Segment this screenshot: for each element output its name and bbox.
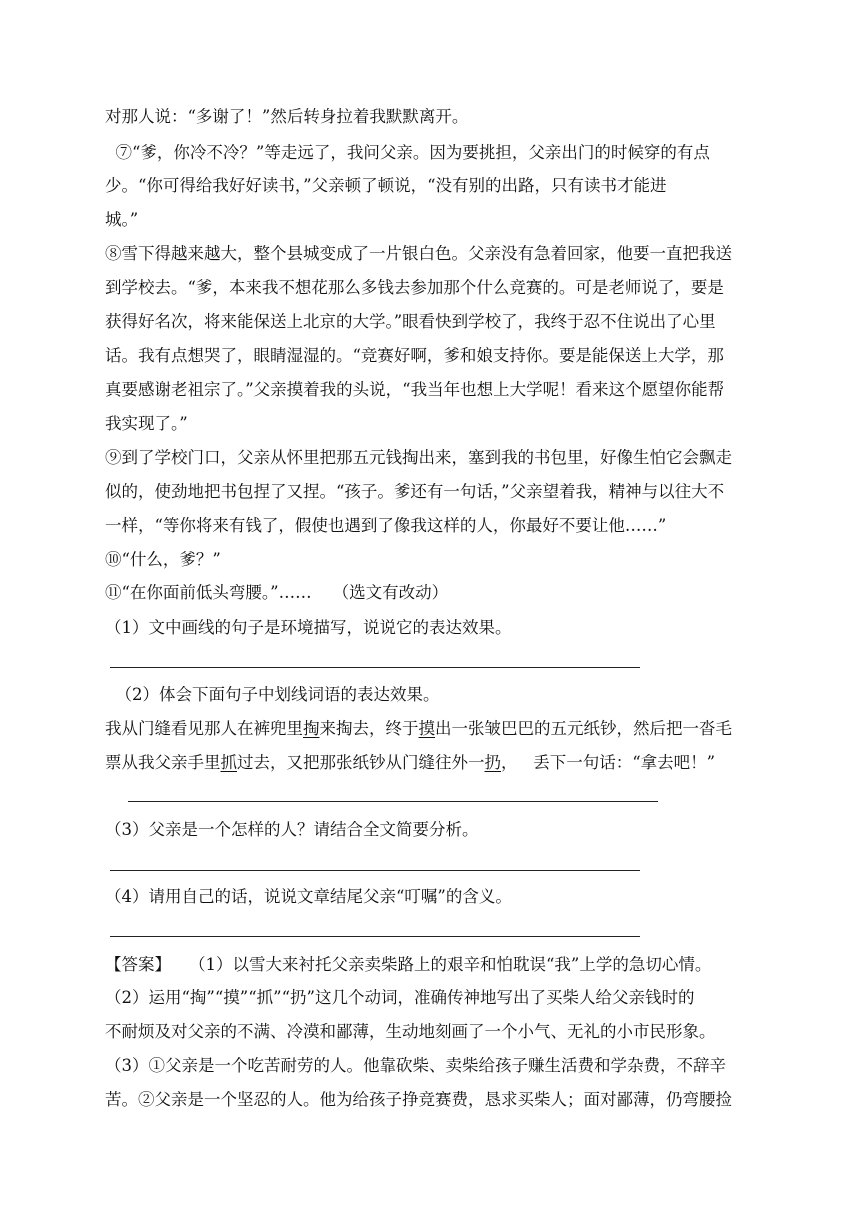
paragraph-9-line-2: 似的，使劲地把书包捏了又捏。“孩子。爹还有一句话，”父亲望着我，精神与以往大不 <box>105 482 725 501</box>
sentence-text: 来掏去，终于 <box>319 719 419 738</box>
paragraph-8-line-4: 话。我有点想哭了，眼睛湿湿的。“竞赛好啊，爹和娘支持你。要是能保送上大学，那 <box>105 346 724 365</box>
question-1: （1）文中画线的句子是环境描写，说说它的表达效果。 <box>105 618 512 637</box>
paragraph-7-line-2: 少。“你可得给我好好读书，”父亲顿了顿说，“没有别的出路，只有读书才能进 <box>105 176 667 195</box>
paragraph-8-line-6: 我实现了。” <box>105 414 188 433</box>
answer-1: （1）以雪大来衬托父亲卖柴路上的艰辛和怕耽误“我”上学的急切心情。 <box>189 955 712 974</box>
underlined-word: 抓 <box>220 753 237 772</box>
answer-blank-3[interactable] <box>110 870 640 871</box>
paragraph-8-line-5: 真要感谢老祖宗了。”父亲摸着我的头说，“我当年也想上大学呢！看来这个愿望你能帮 <box>105 380 725 399</box>
sentence-text: 出一张皱巴巴的五元纸钞，然后把一沓毛 <box>435 719 732 738</box>
question-4: （4）请用自己的话，说说文章结尾父亲“叮嘱”的含义。 <box>105 887 512 906</box>
answer-blank-4[interactable] <box>110 936 640 937</box>
sentence-text: 我从门缝看见那人在裤兜里 <box>105 719 303 738</box>
paragraph-8-line-2: 到学校去。“爹，本来我不想花那么多钱去参加那个什么竞赛的。可是老师说了，要是 <box>105 278 724 297</box>
underlined-word: 扔 <box>484 753 501 772</box>
text-line: 对那人说：“多谢了！”然后转身拉着我默默离开。 <box>105 107 469 126</box>
answer-blank-2[interactable] <box>128 801 658 802</box>
sentence-text: ， 丢下一句话：“拿去吧！” <box>501 753 716 772</box>
underlined-word: 摸 <box>418 719 435 738</box>
answer-3-line-2: 苦。②父亲是一个坚忍的人。他为给孩子挣竞赛费，恳求买柴人；面对鄙薄，仍弯腰捡 <box>105 1090 732 1109</box>
paragraph-7-line-1: ⑦“爹，你冷不冷？”等走远了，我问父亲。因为要挑担，父亲出门的时候穿的有点 <box>105 143 710 162</box>
question-2-sentence-line-1 <box>105 721 732 738</box>
paragraph-8-line-3: 获得好名次，将来能保送上北京的大学。”眼看快到学校了，我终于忍不住说出了心里 <box>105 312 716 331</box>
paragraph-11: ⑪“在你面前低头弯腰。”…… （选文有改动） <box>105 583 449 602</box>
paragraph-10: ⑩“什么，爹？” <box>105 550 221 569</box>
answer-line-1 <box>105 957 711 974</box>
paragraph-9-line-1: ⑨到了学校门口，父亲从怀里把那五元钱掏出来，塞到我的书包里，好像生怕它会飘走 <box>105 448 732 467</box>
underlined-word: 掏 <box>303 719 320 738</box>
question-2-sentence-line-2 <box>105 755 715 772</box>
paragraph-9-line-3: 一样，“等你将来有钱了，假使也遇到了像我这样的人，你最好不要让他……” <box>105 516 667 535</box>
answer-label: 【答案】 <box>105 955 171 974</box>
question-3: （3）父亲是一个怎样的人？请结合全文简要分析。 <box>105 820 479 839</box>
answer-3-line-1: （3）①父亲是一个吃苦耐劳的人。他靠砍柴、卖柴给孩子赚生活费和学杂费，不辞辛 <box>105 1056 726 1075</box>
answer-blank-1[interactable] <box>110 667 640 668</box>
sentence-text: 票从我父亲手里 <box>105 753 221 772</box>
paragraph-7-line-3: 城。” <box>105 210 139 229</box>
answer-2-line-1: （2）运用“掏”“摸”“抓”“扔”这几个动词，准确传神地写出了买柴人给父亲钱时的 <box>105 988 695 1007</box>
paragraph-8-line-1: ⑧雪下得越来越大，整个县城变成了一片银白色。父亲没有急着回家，他要一直把我送 <box>105 244 732 263</box>
question-2-title: （2）体会下面句子中划线词语的表达效果。 <box>105 685 440 704</box>
sentence-text: 过去，又把那张纸钞从门缝往外一 <box>237 753 485 772</box>
answer-2-line-2: 不耐烦及对父亲的不满、冷漠和鄙薄，生动地刻画了一个小气、无礼的小市民形象。 <box>105 1022 716 1041</box>
